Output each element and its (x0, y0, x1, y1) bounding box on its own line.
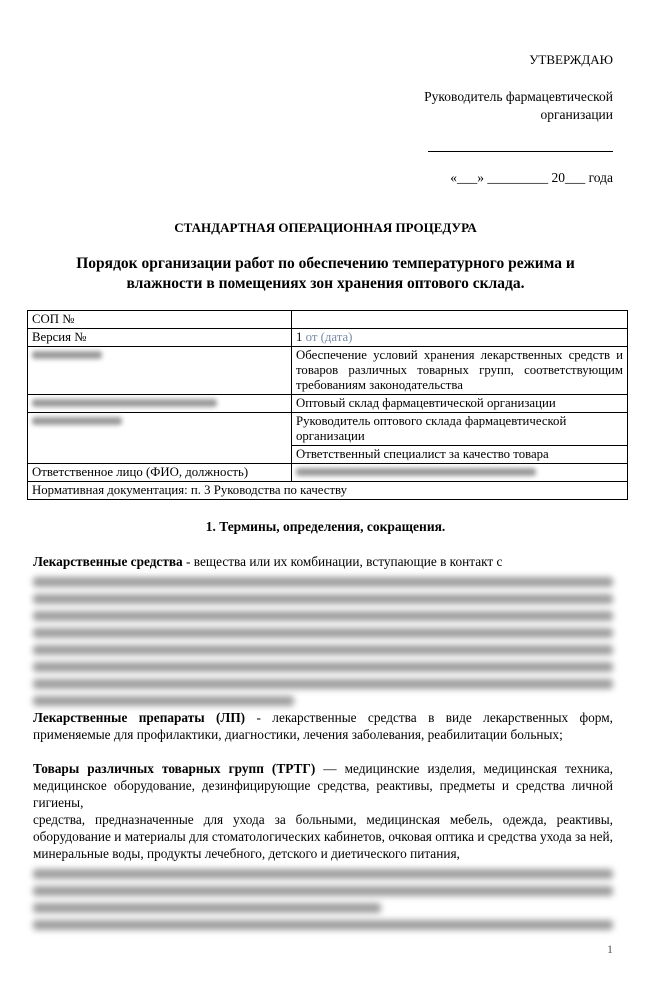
redacted-text (33, 903, 381, 913)
approver-position-line1: Руководитель фармацевтической (424, 89, 613, 104)
redacted-text (33, 645, 613, 655)
definition-goods (33, 760, 613, 937)
redacted-text (33, 611, 613, 621)
redacted-text (33, 696, 294, 706)
area-label-redacted (28, 395, 292, 413)
version-label: Версия № (28, 329, 292, 347)
redacted-text (33, 662, 613, 672)
version-number: 1 (296, 330, 303, 344)
table-row (28, 482, 628, 500)
table-row (28, 413, 628, 446)
redacted-text (33, 886, 613, 896)
staff-value-2: Ответственный специалист за качество товара (292, 446, 628, 464)
term-drugs: Лекарственные средства (33, 554, 183, 569)
redacted-text (33, 679, 613, 689)
page-number: 1 (607, 942, 613, 956)
section-title: 1. Термины, определения, сокращения. (205, 519, 446, 534)
area-value: Оптовый склад фармацевтической организации (292, 395, 628, 413)
term-medicines-text: - лекарственные средства в виде лекарственных форм, применяемые для профилактики, диагностики, лечения заболевания, реабилитации больных; (33, 710, 613, 742)
signature-line (428, 151, 613, 152)
document-type: СТАНДАРТНАЯ ОПЕРАЦИОННАЯ ПРОЦЕДУРА (174, 220, 477, 235)
staff-value-1: Руководитель оптового склада фармацевтической организации (292, 413, 628, 446)
sop-metadata-table (27, 310, 628, 500)
responsible-value-redacted (292, 464, 628, 482)
term-goods-text-2: средства, предназначенные для ухода за больными, медицинская мебель, одежда, реактивы, оборудование и материалы для стоматологических кабинетов, очковая оптика и средства ухода за ней, минеральные воды, продукты лечебного, детского и диетического питания, (33, 812, 613, 861)
table-row (28, 464, 628, 482)
redacted-text (33, 920, 613, 930)
version-value (292, 329, 628, 347)
sop-number-value (292, 311, 628, 329)
approval-stamp: УТВЕРЖДАЮ (529, 52, 613, 67)
redacted-text (33, 628, 613, 638)
normative-docs: Нормативная документация: п. 3 Руководства по качеству (28, 482, 628, 500)
term-goods: Товары различных товарных групп (ТРТГ) (33, 761, 316, 776)
redacted-text (33, 577, 613, 587)
redacted-text (33, 594, 613, 604)
table-row (28, 347, 628, 395)
term-goods-text: — медицинские изделия, медицинская техника, медицинское оборудование, дезинфицирующие средства, реактивы, предметы и средства личной гигиены, (33, 761, 613, 810)
sop-number-label: СОП № (28, 311, 292, 329)
staff-label-redacted (28, 413, 292, 464)
term-drugs-text: - вещества или их комбинации, вступающие в контакт с (182, 554, 503, 569)
goal-value: Обеспечение условий хранения лекарственных средств и товаров различных товарных групп, соответствующим требованиям законодательства (292, 347, 628, 395)
goal-label-redacted (28, 347, 292, 395)
version-date: от (дата) (305, 330, 353, 344)
definition-medicines (33, 709, 613, 743)
term-medicines: Лекарственные препараты (ЛП) (33, 710, 246, 725)
document-title: Порядок организации работ по обеспечению температурного режима и влажности в помещениях зон хранения оптового склада. (76, 255, 575, 292)
definition-drugs (33, 553, 613, 713)
approver-position (424, 88, 613, 124)
approver-position-line2: организации (540, 107, 613, 122)
table-row (28, 311, 628, 329)
approval-date: «___» _________ 20___ года (450, 170, 613, 185)
table-row (28, 395, 628, 413)
redacted-text (33, 869, 613, 879)
table-row (28, 329, 628, 347)
responsible-label: Ответственное лицо (ФИО, должность) (28, 464, 292, 482)
